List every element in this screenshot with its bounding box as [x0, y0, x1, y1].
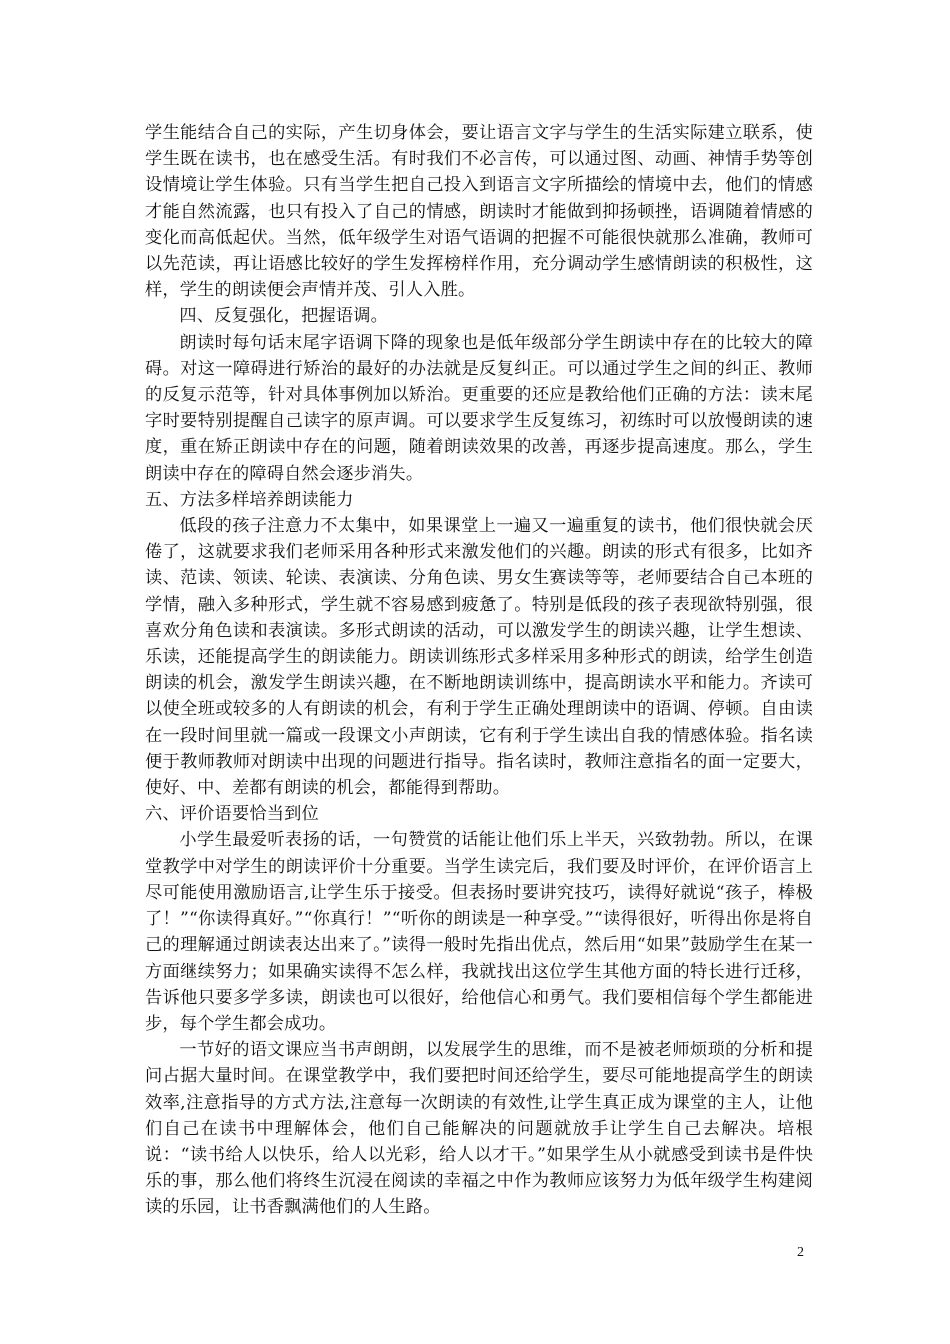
- paragraph-continuation: 学生能结合自己的实际，产生切身体会，要让语言文字与学生的生活实际建立联系，使学生既在读书，也在感受生活。有时我们不必言传，可以通过图、动画、神情手势等创设情境让学生体验。只有当学生把自己投入到语言文字所描绘的情境中去，他们的情感才能自然流露，也只有投入了自己的情感，朗读时才能做到抑扬顿挫，语调随着情感的变化而高低起伏。当然，低年级学生对语气语调的把握不可能很快就那么准确，教师可以先范读，再让语感比较好的学生发挥榜样作用，充分调动学生感情朗读的积极性，这样，学生的朗读便会声情并茂、引人入胜。: [145, 123, 813, 301]
- document-body: [145, 120, 813, 1221]
- paragraph-reading-methods: 低段的孩子注意力不太集中，如果课堂上一遍又一遍重复的读书，他们很快就会厌倦了，这就要求我们老师采用各种形式来激发他们的兴趣。朗读的形式有很多，比如齐读、范读、领读、轮读、表演读、分角色读、男女生赛读等等，老师要结合自己本班的学情，融入多种形式，学生就不容易感到疲惫了。特别是低段的孩子表现欲特别强，很喜欢分角色读和表演读。多形式朗读的活动，可以激发学生的朗读兴趣，让学生想读、乐读，还能提高学生的朗读能力。朗读训练形式多样采用多种形式的朗读，给学生创造朗读的机会，激发学生朗读兴趣，在不断地朗读训练中，提高朗读水平和能力。齐读可以使全班或较多的人有朗读的机会，有利于学生正确处理朗读中的语调、停顿。自由读在一段时间里就一篇或一段课文小声朗读，它有利于学生读出自我的情感体验。指名读便于教师教师对朗读中出现的问题进行指导。指名读时，教师注意指名的面一定要大，使好、中、差都有朗读的机会，都能得到帮助。: [145, 516, 813, 799]
- section-heading-four: 四、反复强化，把握语调。: [179, 306, 389, 327]
- section-heading-five: 五、方法多样培养朗读能力: [145, 489, 354, 510]
- paragraph-conclusion: 一节好的语文课应当书声朗朗，以发展学生的思维，而不是被老师烦琐的分析和提问占据大量时间。在课堂教学中，我们要把时间还给学生，要尽可能地提高学生的朗读效率,注意指导的方式方法,注意每一次朗读的有效性,让学生真正成为课堂的主人，让他们自己在读书中理解体会，他们自己能解决的问题就放手让学生自己去解决。培根说：“读书给人以快乐，给人以光彩，给人以才干。”如果学生从小就感受到读书是件快乐的事，那么他们将终生沉浸在阅读的幸福之中作为教师应该努力为低年级学生构建阅读的乐园，让书香飘满他们的人生路。: [145, 1040, 813, 1218]
- page-number: 2: [797, 1245, 804, 1260]
- paragraph-intonation: 朗读时每句话末尾字语调下降的现象也是低年级部分学生朗读中存在的比较大的障碍。对这一障碍进行矫治的最好的办法就是反复纠正。可以通过学生之间的纠正、教师的反复示范等，针对具体事例加以矫治。更重要的还应是教给他们正确的方法：读末尾字时要特别提醒自己读字的原声调。可以要求学生反复练习，初练时可以放慢朗读的速度，重在矫正朗读中存在的问题，随着朗读效果的改善，再逐步提高速度。那么，学生朗读中存在的障碍自然会逐步消失。: [145, 332, 813, 484]
- paragraph-evaluation: 小学生最爱听表扬的话，一句赞赏的话能让他们乐上半天，兴致勃勃。所以，在课堂教学中对学生的朗读评价十分重要。当学生读完后，我们要及时评价，在评价语言上尽可能使用激励语言,让学生乐于接受。但表扬时要讲究技巧，读得好就说“孩子，棒极了！”“你读得真好。”“你真行！”“听你的朗读是一种享受。”“读得很好，听得出你是将自己的理解通过朗读表达出来了。”读得一般时先指出优点，然后用“如果”鼓励学生在某一方面继续努力；如果确实读得不怎么样，我就找出这位学生其他方面的特长进行迁移，告诉他只要多学多读，朗读也可以很好，给他信心和勇气。我们要相信每个学生都能进步，每个学生都会成功。: [145, 830, 813, 1034]
- section-heading-six: 六、评价语要恰当到位: [145, 804, 319, 825]
